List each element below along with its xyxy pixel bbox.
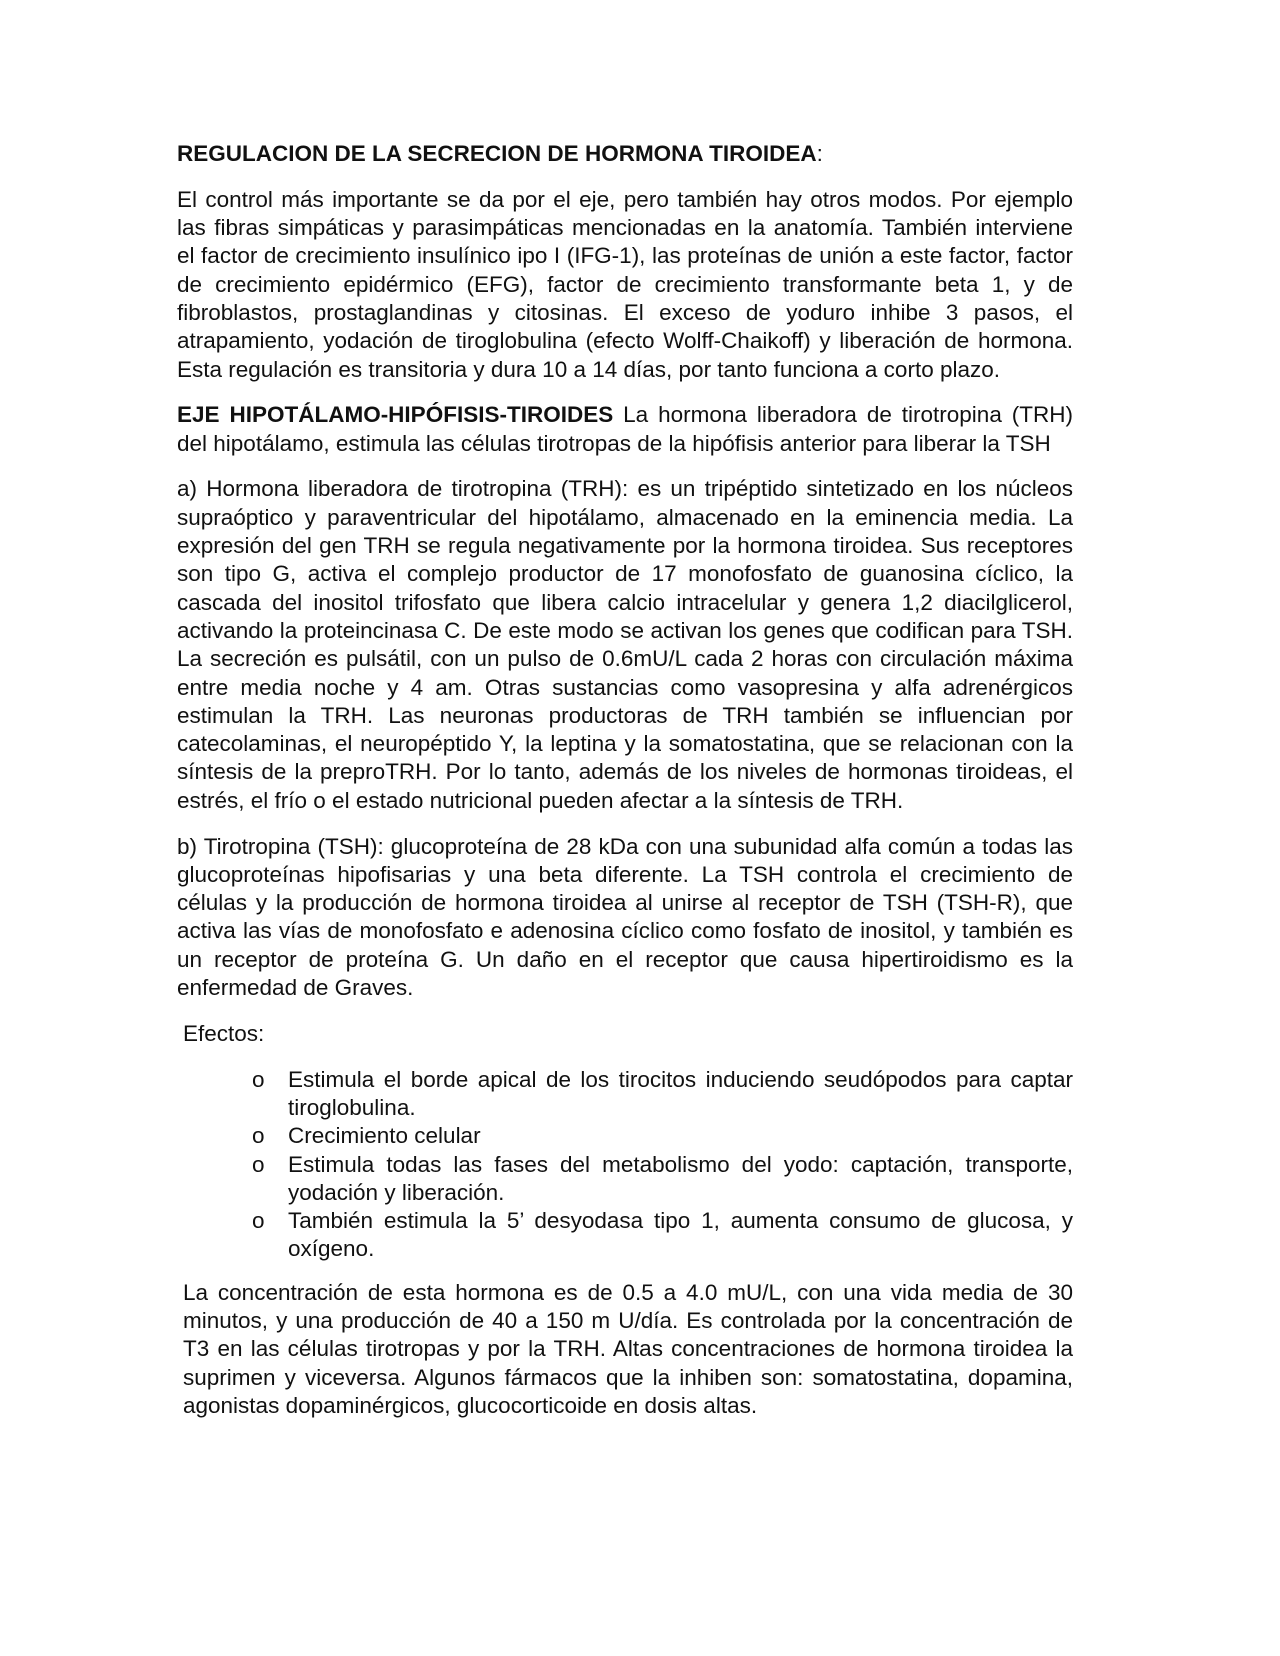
list-item-text: Estimula el borde apical de los tirocitos induciendo seudópodos para captar tiroglobulina. — [288, 1066, 1073, 1120]
list-item — [252, 1151, 1073, 1208]
bullet-marker: o — [252, 1066, 265, 1092]
paragraph-axis — [177, 401, 1073, 458]
effects-label: Efectos: — [183, 1020, 265, 1046]
paragraph-concentration: La concentración de esta hormona es de 0.5 a 4.0 mU/L, con una vida media de 30 minutos, y una producción de 40 a 150 m U/día. Es controlada por la concentración de T3 en las células tirotropas y por la TRH. Altas concentraciones de hormona tiroidea la suprimen y viceversa. Algunos fármacos que la inhiben son: somatostatina, dopamina, agonistas dopaminérgicos, glucocorticoide en dosis altas. — [183, 1279, 1073, 1418]
list-item — [252, 1066, 1073, 1123]
section-title-text: REGULACION DE LA SECRECION DE HORMONA TIROIDEA — [177, 141, 817, 166]
section-title-colon: : — [816, 141, 823, 166]
list-item — [252, 1207, 1073, 1264]
list-item-text: También estimula la 5’ desyodasa tipo 1, aumenta consumo de glucosa, y oxígeno. — [288, 1208, 1073, 1262]
bullet-marker: o — [252, 1151, 265, 1177]
paragraph-tsh: b) Tirotropina (TSH): glucoproteína de 28 kDa con una subunidad alfa común a todas las glucoproteínas hipofisarias y una beta diferente. La TSH controla el crecimiento de células y la producción de hormona tiroidea al unirse al receptor de TSH (TSH-R), que activa las vías de monofosfato e adenosina cíclico como fosfato de inositol, y también es un receptor de proteína G. Un daño en el receptor que causa hipertiroidismo es la enfermedad de Graves. — [177, 833, 1073, 1001]
document-page — [177, 140, 1073, 1438]
paragraph-control-modes: El control más importante se da por el eje, pero también hay otros modos. Por ejemplo las fibras simpáticas y parasimpáticas mencionadas en la anatomía. También interviene el factor de crecimiento insulínico ipo I (IFG-1), las proteínas de unión a este factor, factor de crecimiento epidérmico (EFG), factor de crecimiento transformante beta 1, y de fibroblastos, prostaglandinas y citosinas. El exceso de yoduro inhibe 3 pasos, el atrapamiento, yodación de tiroglobulina (efecto Wolff-Chaikoff) y liberación de hormona. Esta regulación es transitoria y dura 10 a 14 días, por tanto funciona a corto plazo. — [177, 186, 1073, 382]
bullet-marker: o — [252, 1208, 265, 1234]
bullet-marker: o — [252, 1123, 265, 1149]
paragraph-trh: a) Hormona liberadora de tirotropina (TRH): es un tripéptido sintetizado en los núcleos supraóptico y paraventricular del hipotálamo, almacenado en la eminencia media. La expresión del gen TRH se regula negativamente por la hormona tiroidea. Sus receptores son tipo G, activa el complejo productor de 17 monofosfato de guanosina cíclico, la cascada del inositol trifosfato que libera calcio intracelular y genera 1,2 diacilglicerol, activando la proteincinasa C. De este modo se activan los genes que codifican para TSH. La secreción es pulsátil, con un pulso de 0.6mU/L cada 2 horas con circulación máxima entre media noche y 4 am. Otras sustancias como vasopresina y alfa adrenérgicos estimulan la TRH. Las neuronas productoras de TRH también se influencian por catecolaminas, el neuropéptido Y, la leptina y la somatostatina, que se relacionan con la síntesis de la preproTRH. Por lo tanto, además de los niveles de hormonas tiroideas, el estrés, el frío o el estado nutricional pueden afectar a la síntesis de TRH. — [177, 476, 1073, 813]
section-title — [177, 140, 1073, 168]
list-item-text: Crecimiento celular — [288, 1123, 481, 1149]
effects-list — [177, 1066, 1073, 1264]
axis-heading: EJE HIPOTÁLAMO-HIPÓFISIS-TIROIDES — [177, 402, 614, 428]
list-item — [252, 1122, 1073, 1150]
axis-text: La hormona liberadora de tirotropina (TRH) del hipotálamo, estimula las células tirotropas de la hipófisis anterior para liberar la TSH — [177, 402, 1073, 456]
list-item-text: Estimula todas las fases del metabolismo del yodo: captación, transporte, yodación y liberación. — [288, 1151, 1073, 1205]
